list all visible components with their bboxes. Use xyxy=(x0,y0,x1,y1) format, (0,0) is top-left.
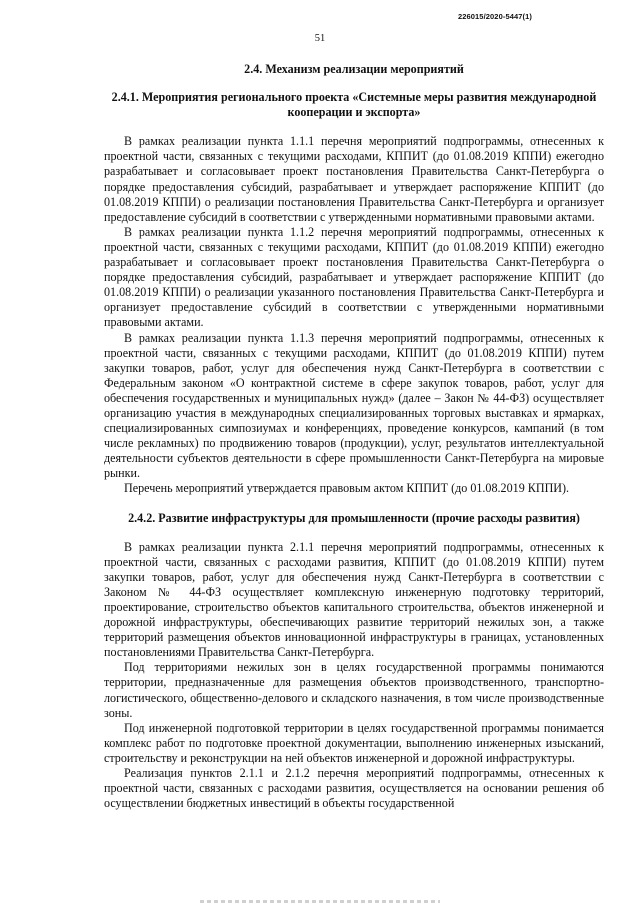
paragraph: В рамках реализации пункта 1.1.2 перечня мероприятий подпрограммы, отнесенных к проектной части, связанных с текущими расходами, КППИТ (до 01.08.2019 КППИ) ежегодно разрабатывает и согласовывает проект постановления Правительства Санкт-Петербурга о порядке предоставления субсидий, разрабатывает и утверждает распоряжение КППИТ (до 01.08.2019 КППИ) о реализации указанного постановления Правительства Санкт-Петербурга и организует предоставление субсидий в соответствии с утвержденными нормативными правовыми актами. xyxy=(104,224,604,330)
paragraph: В рамках реализации пункта 2.1.1 перечня мероприятий подпрограммы, отнесенных к проектной части, связанных с расходами развития, КППИТ (до 01.08.2019 КППИ) путем закупки товаров, работ, услуг для обеспечения нужд Санкт-Петербурга в соответствии с Законом № 44-ФЗ осуществляет комплексную инженерную подготовку территорий, проектирование, строительство объектов капитального строительства, объектов инженерной и дорожной инфраструктуры, обеспечивающих развитие территорий нежилых зон, а также территорий размещения объектов инновационной инфраструктуры в границах, установленных постановлениями Правительства Санкт-Петербурга. xyxy=(104,539,604,660)
page-number: 51 xyxy=(314,33,326,44)
paragraph: Под инженерной подготовкой территории в целях государственной программы понимается комплекс работ по подготовке проектной документации, выполнению инженерных изысканий, строительству и реконструкции на ней объектов инженерной и дорожной инфраструктуры. xyxy=(104,720,604,765)
document-id: 226015/2020-5447(1) xyxy=(457,12,532,21)
paragraph: В рамках реализации пункта 1.1.1 перечня мероприятий подпрограммы, отнесенных к проектной части, связанных с текущими расходами, КППИТ (до 01.08.2019 КППИ) ежегодно разрабатывает и согласовывает проект постановления Правительства Санкт-Петербурга о порядке предоставления субсидий, разрабатывает и утверждает распоряжение КППИТ (до 01.08.2019 КППИ) о реализации постановления Правительства Санкт-Петербурга и организует предоставление субсидий в соответствии с утвержденными нормативными правовыми актами. xyxy=(104,134,604,224)
subsection-title-2-4-1: 2.4.1. Мероприятия регионального проекта «Системные меры развития международной кооперации и экспорта» xyxy=(111,90,597,120)
paragraph: В рамках реализации пункта 1.1.3 перечня мероприятий подпрограммы, отнесенных к проектной части, связанных с текущими расходами, КППИТ (до 01.08.2019 КППИ) путем закупки товаров, работ, услуг для обеспечения нужд Санкт-Петербурга в соответствии с Федеральным законом «О контрактной системе в сфере закупок товаров, работ, услуг для обеспечения государственных и муниципальных нужд» (далее – Закон № 44-ФЗ) осуществляет организацию участия в международных специализированных торговых выставках и ярмарках, специализированных симпозиумах и конференциях, проведение конкурсов, кампаний (в том числе рекламных) по продвижению товаров (продукции), услуг, результатов интеллектуальной деятельности субъектов деятельности в сфере промышленности Санкт-Петербурга на мировые рынки. xyxy=(104,330,604,481)
paragraph: Под территориями нежилых зон в целях государственной программы понимаются территории, предназначенные для размещения объектов производственного, транспортно-логистического, общественно-делового и складского назначения, в том числе производственные зоны. xyxy=(104,660,604,720)
subsection-title-2-4-2: 2.4.2. Развитие инфраструктуры для промышленности (прочие расходы развития) xyxy=(128,510,580,525)
paragraph: Реализация пунктов 2.1.1 и 2.1.2 перечня мероприятий подпрограммы, отнесенных к проектной части, связанных с расходами развития, осуществляется на основании решения об осуществлении бюджетных инвестиций в объекты государственной xyxy=(104,766,604,811)
section-title: 2.4. Механизм реализации мероприятий xyxy=(244,62,464,76)
document-body xyxy=(104,62,604,811)
scan-artifact xyxy=(200,900,440,903)
paragraph: Перечень мероприятий утверждается правовым актом КППИТ (до 01.08.2019 КППИ). xyxy=(124,481,570,496)
